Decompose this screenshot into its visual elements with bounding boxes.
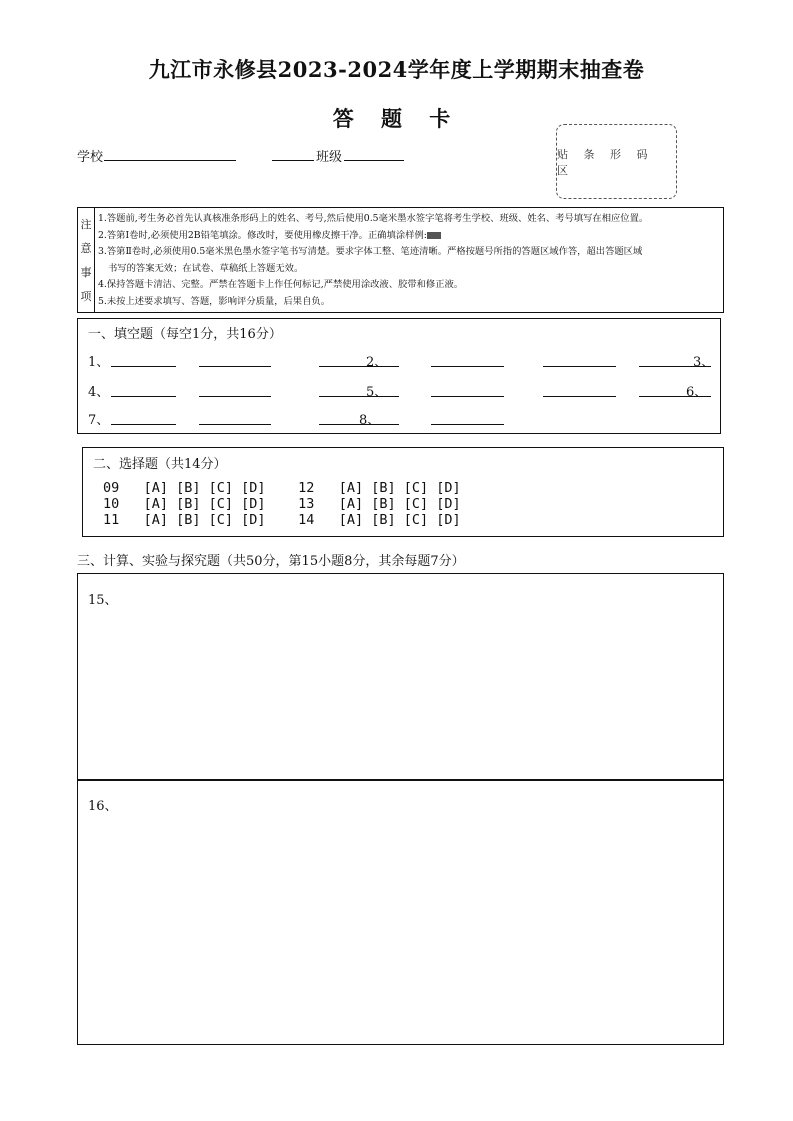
note-item: 4.保持答题卡清洁、完整。严禁在答题卡上作任何标记,严禁使用涂改液、胶带和修正液。 (98, 279, 464, 290)
q7-label: 7、 (88, 413, 110, 428)
choice-row[interactable]: 10 [A] [B] [C] [D] 13 [A] [B] [C] [D] (103, 496, 461, 512)
calc-section-title: 三、计算、实验与探究题（共50分，第15小题8分，其余每题7分） (77, 554, 465, 569)
filled-sample-icon (427, 232, 441, 239)
barcode-area: 贴 条 形 码 区 (556, 124, 677, 199)
notes-box (77, 207, 724, 313)
choice-title: 二、选择题（共14分） (93, 457, 227, 472)
q4-label: 4、 (88, 385, 110, 400)
q2-blank-2[interactable] (431, 366, 504, 367)
q1-label: 1、 (88, 355, 110, 370)
q5-blank-3[interactable] (543, 396, 616, 397)
class-prefix-line[interactable] (272, 160, 314, 161)
q7-blank-2[interactable] (199, 424, 271, 425)
q3-label: 3、 (693, 355, 715, 370)
fill-blank-title: 一、填空题（每空1分，共16分） (88, 327, 282, 342)
choice-row[interactable]: 11 [A] [B] [C] [D] 14 [A] [B] [C] [D] (103, 512, 461, 528)
q16-answer-box[interactable] (77, 780, 724, 1045)
notes-head-char: 事 (80, 266, 92, 279)
q5-label: 5、 (366, 385, 388, 400)
notes-head-char: 意 (80, 242, 92, 255)
page-title: 九江市永修县2023-2024学年度上学期期末抽查卷 (148, 57, 645, 82)
q2-blank-3[interactable] (543, 366, 616, 367)
choice-row[interactable]: 09 [A] [B] [C] [D] 12 [A] [B] [C] [D] (103, 480, 461, 496)
note-item: 5.未按上述要求填写、答题，影响评分质量，后果自负。 (98, 295, 330, 307)
choice-section (82, 447, 724, 537)
notes-head-char: 项 (80, 290, 92, 303)
q8-blank-2[interactable] (431, 424, 504, 425)
q2-label: 2、 (366, 355, 388, 370)
class-field[interactable] (344, 160, 404, 161)
note-item: 书写的答案无效；在试卷、草稿纸上答题无效。 (108, 262, 304, 274)
q4-blank-2[interactable] (199, 396, 271, 397)
q15-answer-box[interactable] (77, 573, 724, 780)
notes-head-char: 注 (80, 218, 92, 231)
note-item: 3.答第Ⅱ卷时,必须使用0.5毫米黑色墨水签字笔书写清楚。要求字体工整、笔迹清晰。严格按题号所指的答题区域作答，超出答题区域 (98, 246, 643, 257)
note-item (98, 228, 720, 245)
q16-label: 16、 (88, 799, 118, 814)
note-item: 1.答题前,考生务必首先认真核准条形码上的姓名、考号,然后使用0.5毫米墨水签字笔将考生学校、班级、姓名、考号填写在相应位置。 (98, 213, 649, 224)
q5-blank-2[interactable] (431, 396, 504, 397)
q15-label: 15、 (88, 593, 118, 608)
class-label: 班级 (316, 150, 343, 165)
q8-label: 8、 (359, 413, 381, 428)
q6-label: 6、 (686, 385, 708, 400)
fill-blank-section (77, 318, 721, 434)
note-item-text: 2.答第Ⅰ卷时,必须使用2B铅笔填涂。修改时，要使用橡皮擦干净。正确填涂样例: (98, 229, 427, 241)
q4-blank-1[interactable] (111, 396, 176, 397)
q1-blank-1[interactable] (111, 366, 176, 367)
school-field[interactable] (104, 160, 236, 161)
answer-card-subtitle: 答 题 卡 (332, 106, 461, 131)
q1-blank-2[interactable] (199, 366, 271, 367)
notes-list (98, 211, 720, 310)
school-label: 学校 (77, 150, 104, 165)
notes-heading (78, 208, 95, 312)
q7-blank-1[interactable] (111, 424, 176, 425)
